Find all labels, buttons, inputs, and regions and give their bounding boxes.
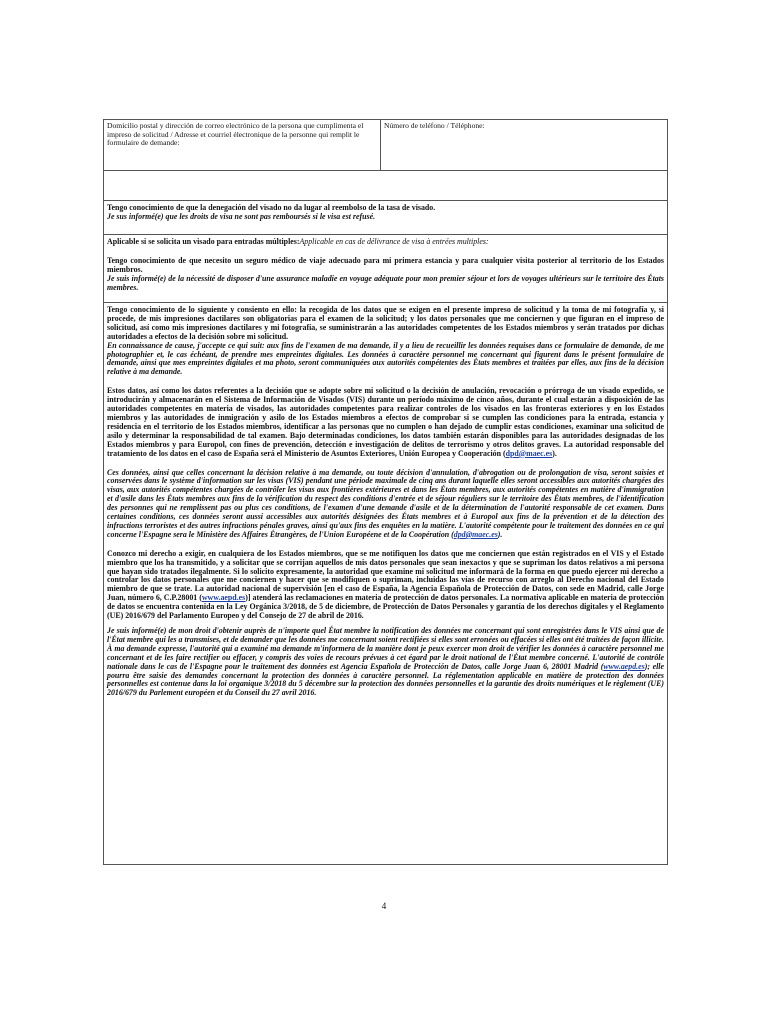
aepd-link-es[interactable]: www.aepd.es bbox=[201, 593, 246, 603]
rights-paragraph-es: Conozco mi derecho a exigir, en cualquiera de los Estados miembros, que se me notifiquen los datos que me conciernen que están registrados en el VIS y el Estado miembro que los ha transmitido, y a solicitar que se corrijan aquellos de mis datos personales que sean inexactos y que se supriman los datos relativos a mi persona que hayan sido tratados ilegalmente. Si lo solicito expresamente, la autoridad que examine mi solicitud me informará de la forma en que puedo ejercer mi derecho a controlar los datos personales que me conciernen y hacer que se modifiquen o supriman, incluidas las vías de recurso con arreglo al Derecho nacional del Estado miembro de que se trate. La autoridad nacional de supervisión [en el caso de España, la Agencia Española de Protección de Datos, con sede en Madrid, calle Jorge Juan, número 6, C.P.28001 (www.aepd.es)] atenderá las reclamaciones en materia de protección de datos personales. La normativa aplicable en materia de protección de datos se encuentra contenida en la Ley Orgánica 3/2018, de 5 de diciembre, de Protección de Datos Personales y garantía de los derechos digitales y el Reglamento (UE) 2016/679 del Parlamento Europeo y del Consejo de 27 de abril de 2016. bbox=[107, 548, 664, 621]
postal-address-email-label: Domicilio postal y dirección de correo electrónico de la persona que cumplimenta el impreso de solicitud / Adresse et courriel électronique de la personne qui remplit le formulaire de demande: bbox=[107, 121, 364, 148]
vis-storage-paragraph-es: Estos datos, así como los datos referentes a la decisión que se adopte sobre mi solicitud o la decisión de anulación, revocación o prórroga de un visado expedido, se introducirán y almacenarán en el Sistema de Información de Visados (VIS) durante un período máximo de cinco años, durante el cual estarán a disposición de las autoridades competentes en materia de visados, las autoridades competentes para realizar controles de los visados en las fronteras exteriores y en los Estados miembros y las autoridades de inmigración y asilo de los Estados miembros a efectos de comprobar si se cumplen las condiciones para la entrada, estancia y residencia en el territorio de los Estados miembros, identificar a las personas que no cumplen o han dejado de cumplir estas condiciones, examinar una solicitud de asilo y determinar la responsabilidad de tal examen. Bajo determinadas condiciones, los datos también estarán disponibles para las autoridades designadas de los Estados miembros y para Europol, con fines de prevención, detección e investigación de delitos de terrorismo y otros delitos graves. La autoridad responsable del tratamiento de los datos en el caso de España será el Ministerio de Asuntos Exteriores, Unión Europea y Cooperación (dpd@maec.es). bbox=[107, 386, 664, 458]
phone-number-field[interactable] bbox=[381, 120, 667, 170]
data-protection-row bbox=[104, 303, 667, 701]
page-number: 4 bbox=[381, 901, 387, 911]
application-form-table bbox=[103, 119, 668, 865]
consent-paragraph-fr: En connaissance de cause, j'accepte ce qui suit: aux fins de l'examen de ma demande, il y a lieu de recueillir les données requises dans ce formulaire de demande, de me photographier et, le cas échéant, de prendre mes empreintes digitales. Les données à caractère personnel me concernant qui figurent dans le présent formulaire de demande, ainsi que mes empreintes digitales et ma photo, seront communiquées aux autorités compétentes des États membres et traitées par elles, aux fins de la décision relative à ma demande. bbox=[107, 340, 664, 377]
empty-row bbox=[104, 171, 667, 201]
multiple-entry-header-es: Aplicable si se solicita un visado para entradas múltiples: bbox=[107, 237, 300, 246]
multiple-entry-row bbox=[104, 235, 667, 303]
insurance-notice-es: Tengo conocimiento de que necesito un seguro médico de viaje adecuado para mi primera estancia y para cualquier visita posterior al territorio de los Estados miembros. bbox=[107, 255, 664, 274]
dpd-email-link-es[interactable]: dpd@maec.es bbox=[505, 448, 553, 458]
consent-paragraph-es: Tengo conocimiento de lo siguiente y consiento en ello: la recogida de los datos que se exigen en el presente impreso de solicitud y la toma de mi fotografía y, si procede, de mis impresiones dactilares son obligatorias para el examen de la solicitud; y los datos personales que me conciernen y que figuran en el impreso de solicitud, así como mis impresiones dactilares y mi fotografía, se suministrarán a las autoridades competentes de los Estados miembros y serán tratados por dichas autoridades a efectos de la decisión sobre mi solicitud. bbox=[107, 305, 664, 341]
multiple-entry-header-fr: Applicable en cas de délivrance de visa à entrées multiples: bbox=[299, 237, 489, 246]
fee-notice-fr: Je sus informé(e) que les droits de visa ne sont pas remboursés si le visa est refusé. bbox=[107, 211, 376, 221]
contact-row bbox=[104, 120, 667, 171]
fee-notice-es: Tengo conocimiento de que la denegación del visado no da lugar al reembolso de la tasa de visado. bbox=[107, 203, 436, 212]
phone-number-label: Número de teléfono / Téléphone: bbox=[384, 121, 485, 130]
postal-address-email-field[interactable] bbox=[104, 120, 381, 170]
aepd-link-fr[interactable]: www.aepd.es bbox=[603, 661, 645, 671]
fee-notice-row bbox=[104, 201, 667, 235]
dpd-email-link-fr[interactable]: dpd@maec.es bbox=[453, 529, 498, 539]
insurance-notice-fr: Je suis informé(e) de la nécessité de disposer d'une assurance maladie en voyage adéquate pour mon premier séjour et lors de voyages ultérieurs sur le territoire des États membres. bbox=[107, 273, 664, 292]
vis-storage-paragraph-fr: Ces données, ainsi que celles concernant la décision relative à ma demande, ou toute décision d'annulation, d'abrogation ou de prolongation de visa, seront saisies et conservées dans le système d'information sur les visas (VIS) pendant une période maximale de cinq ans durant laquelle elles seront accessibles aux autorités chargées des visas, aux autorités compétentes chargées de contrôler les visas aux frontières extérieures et dans les États membres, aux autorités compétentes en matière d'immigration et d'asile dans les États membres aux fins de la vérification du respect des conditions d'entrée et de séjour réguliers sur le territoire des États membres, de l'identification des personnes qui ne remplissent pas ou plus ces conditions, de l'examen d'une demande d'asile et de la détermination de l'autorité responsable de cet examen. Dans certaines conditions, ces données seront aussi accessibles aux autorités désignées des États membres et à Europol aux fins de la prévention et de la détection des infractions terroristes et des autres infractions pénales graves, ainsi qu'aux fins des enquêtes en la matière. L'autorité compétente pour le traitement des données en ce qui concerne l'Espagne sera le Ministère des Affaires Étrangères, de l'Union Européene et de la Coopération (dpd@maec.es). bbox=[107, 467, 664, 539]
rights-paragraph-fr: Je suis informé(e) de mon droit d'obtenir auprès de n'importe quel État membre la notification des données me concernant qui sont enregistrées dans le VIS ainsi que de l'État membre qui les a transmises, et de demander que les données me concernant soient rectifiées si elles sont erronées ou effacées si elles ont été traitées de façon illicite. À ma demande expresse, l'autorité qui a examiné ma demande m'informera de la manière dont je peux exercer mon droit de vérifier les données à caractère personnel me concernant et de les faire rectifier ou effacer, y compris des voies de recours prévues à cet égard par le droit national de l'État membre concerné. L'autorité de contrôle nationale dans le cas de l'Espagne pour le traitement des données est Agencia Española de Protección de Datos, calle Jorge Juan 6, 28001 Madrid (www.aepd.es); elle pourra être saisie des demandes concernant la protection des données à caractère personnel. La réglementation applicable en matière de protection des données personnelles est contenue dans la loi organique 3/2018 du 5 décembre sur la protection des données personnelles et la garantie des droits numériques et le règlement (UE) 2016/679 du Parlement européen et du Conseil du 27 avril 2016. bbox=[107, 626, 664, 698]
